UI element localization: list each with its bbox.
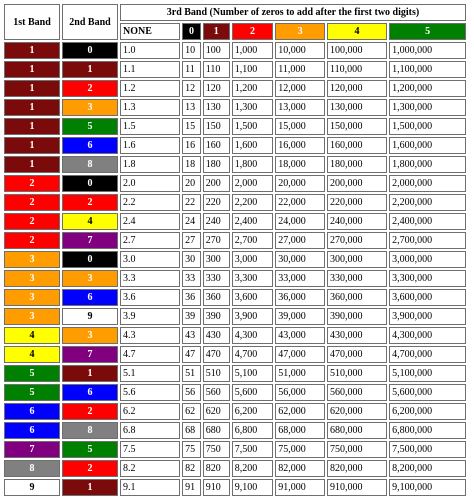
value-cell: 5,100 xyxy=(232,365,273,382)
table-body xyxy=(4,42,466,496)
table-row xyxy=(4,479,466,496)
value-cell: 12,000 xyxy=(275,80,325,97)
value-cell: 18,000 xyxy=(275,156,325,173)
value-cell: 51,000 xyxy=(275,365,325,382)
value-cell: 470,000 xyxy=(327,346,387,363)
first-band-cell: 9 xyxy=(4,479,60,496)
first-band-cell: 3 xyxy=(4,308,60,325)
value-cell: 1.3 xyxy=(120,99,180,116)
first-band-cell: 5 xyxy=(4,384,60,401)
value-cell: 300 xyxy=(203,251,230,268)
value-cell: 220 xyxy=(203,194,230,211)
value-cell: 30 xyxy=(182,251,201,268)
value-cell: 2,400,000 xyxy=(389,213,466,230)
value-cell: 330 xyxy=(203,270,230,287)
table-row xyxy=(4,365,466,382)
value-cell: 2.0 xyxy=(120,175,180,192)
value-cell: 220,000 xyxy=(327,194,387,211)
value-cell: 8,200,000 xyxy=(389,460,466,477)
value-cell: 75,000 xyxy=(275,441,325,458)
second-band-cell: 6 xyxy=(62,384,118,401)
second-band-cell: 1 xyxy=(62,61,118,78)
value-cell: 560,000 xyxy=(327,384,387,401)
second-band-cell: 9 xyxy=(62,308,118,325)
value-cell: 2,000,000 xyxy=(389,175,466,192)
second-band-cell: 0 xyxy=(62,42,118,59)
value-cell: 5,600,000 xyxy=(389,384,466,401)
value-cell: 620,000 xyxy=(327,403,387,420)
value-cell: 1,000 xyxy=(232,42,273,59)
value-cell: 4,700,000 xyxy=(389,346,466,363)
second-band-cell: 1 xyxy=(62,365,118,382)
value-cell: 91,000 xyxy=(275,479,325,496)
value-cell: 8,200 xyxy=(232,460,273,477)
third-band-header: 3rd Band (Number of zeros to add after the first two digits) xyxy=(120,4,466,21)
value-cell: 5.6 xyxy=(120,384,180,401)
table-row xyxy=(4,403,466,420)
value-cell: 680,000 xyxy=(327,422,387,439)
value-cell: 20,000 xyxy=(275,175,325,192)
table-row xyxy=(4,175,466,192)
value-cell: 1,000,000 xyxy=(389,42,466,59)
value-cell: 4.7 xyxy=(120,346,180,363)
value-cell: 200,000 xyxy=(327,175,387,192)
value-cell: 750,000 xyxy=(327,441,387,458)
second-band-cell: 1 xyxy=(62,479,118,496)
value-cell: 750 xyxy=(203,441,230,458)
value-cell: 3,000,000 xyxy=(389,251,466,268)
value-cell: 1.6 xyxy=(120,137,180,154)
value-cell: 1,800,000 xyxy=(389,156,466,173)
value-cell: 3,300 xyxy=(232,270,273,287)
table-row xyxy=(4,460,466,477)
value-cell: 3.6 xyxy=(120,289,180,306)
value-cell: 2,700,000 xyxy=(389,232,466,249)
second-band-cell: 6 xyxy=(62,137,118,154)
first-band-cell: 7 xyxy=(4,441,60,458)
value-cell: 15 xyxy=(182,118,201,135)
second-band-cell: 6 xyxy=(62,289,118,306)
value-cell: 91 xyxy=(182,479,201,496)
second-band-cell: 3 xyxy=(62,327,118,344)
first-band-cell: 6 xyxy=(4,403,60,420)
value-cell: 3,600 xyxy=(232,289,273,306)
table-row xyxy=(4,270,466,287)
value-cell: 9,100,000 xyxy=(389,479,466,496)
value-cell: 9.1 xyxy=(120,479,180,496)
value-cell: 1.1 xyxy=(120,61,180,78)
second-band-cell: 7 xyxy=(62,346,118,363)
value-cell: 2.2 xyxy=(120,194,180,211)
value-cell: 1.0 xyxy=(120,42,180,59)
value-cell: 560 xyxy=(203,384,230,401)
header-row-main xyxy=(4,4,466,21)
value-cell: 22 xyxy=(182,194,201,211)
value-cell: 5,100,000 xyxy=(389,365,466,382)
value-cell: 9,100 xyxy=(232,479,273,496)
value-cell: 13 xyxy=(182,99,201,116)
value-cell: 2,400 xyxy=(232,213,273,230)
value-cell: 180 xyxy=(203,156,230,173)
second-band-cell: 5 xyxy=(62,441,118,458)
multiplier-header-yellow: 4 xyxy=(327,23,387,40)
table-row xyxy=(4,441,466,458)
value-cell: 330,000 xyxy=(327,270,387,287)
value-cell: 5.1 xyxy=(120,365,180,382)
value-cell: 4.3 xyxy=(120,327,180,344)
value-cell: 4,300 xyxy=(232,327,273,344)
value-cell: 18 xyxy=(182,156,201,173)
value-cell: 39 xyxy=(182,308,201,325)
value-cell: 47 xyxy=(182,346,201,363)
value-cell: 1,200,000 xyxy=(389,80,466,97)
first-band-cell: 3 xyxy=(4,251,60,268)
value-cell: 2,200 xyxy=(232,194,273,211)
second-band-cell: 2 xyxy=(62,460,118,477)
value-cell: 1.2 xyxy=(120,80,180,97)
multiplier-header-green: 5 xyxy=(389,23,466,40)
table-row xyxy=(4,213,466,230)
value-cell: 110 xyxy=(203,61,230,78)
value-cell: 68 xyxy=(182,422,201,439)
table-row xyxy=(4,422,466,439)
second-band-cell: 2 xyxy=(62,403,118,420)
first-band-cell: 6 xyxy=(4,422,60,439)
value-cell: 430 xyxy=(203,327,230,344)
value-cell: 910 xyxy=(203,479,230,496)
first-band-cell: 1 xyxy=(4,137,60,154)
value-cell: 240,000 xyxy=(327,213,387,230)
first-band-cell: 2 xyxy=(4,232,60,249)
table-row xyxy=(4,137,466,154)
value-cell: 1,500,000 xyxy=(389,118,466,135)
first-band-cell: 1 xyxy=(4,80,60,97)
second-band-cell: 3 xyxy=(62,270,118,287)
value-cell: 270,000 xyxy=(327,232,387,249)
table-row xyxy=(4,99,466,116)
value-cell: 6.2 xyxy=(120,403,180,420)
multiplier-header-black: 0 xyxy=(182,23,201,40)
value-cell: 3,900 xyxy=(232,308,273,325)
value-cell: 680 xyxy=(203,422,230,439)
value-cell: 120,000 xyxy=(327,80,387,97)
table-row xyxy=(4,118,466,135)
value-cell: 11,000 xyxy=(275,61,325,78)
first-band-cell: 1 xyxy=(4,61,60,78)
value-cell: 20 xyxy=(182,175,201,192)
value-cell: 3,600,000 xyxy=(389,289,466,306)
second-band-cell: 0 xyxy=(62,175,118,192)
value-cell: 130,000 xyxy=(327,99,387,116)
value-cell: 47,000 xyxy=(275,346,325,363)
table-row xyxy=(4,289,466,306)
value-cell: 16,000 xyxy=(275,137,325,154)
value-cell: 270 xyxy=(203,232,230,249)
value-cell: 5,600 xyxy=(232,384,273,401)
table-row xyxy=(4,251,466,268)
value-cell: 62,000 xyxy=(275,403,325,420)
value-cell: 150,000 xyxy=(327,118,387,135)
table-row xyxy=(4,156,466,173)
value-cell: 12 xyxy=(182,80,201,97)
second-band-cell: 8 xyxy=(62,156,118,173)
first-band-cell: 2 xyxy=(4,194,60,211)
value-cell: 390 xyxy=(203,308,230,325)
first-band-cell: 2 xyxy=(4,213,60,230)
value-cell: 51 xyxy=(182,365,201,382)
value-cell: 39,000 xyxy=(275,308,325,325)
second-band-cell: 2 xyxy=(62,194,118,211)
value-cell: 3.3 xyxy=(120,270,180,287)
value-cell: 36 xyxy=(182,289,201,306)
table-row xyxy=(4,61,466,78)
value-cell: 2,200,000 xyxy=(389,194,466,211)
value-cell: 4,300,000 xyxy=(389,327,466,344)
value-cell: 1,600 xyxy=(232,137,273,154)
value-cell: 120 xyxy=(203,80,230,97)
value-cell: 7,500 xyxy=(232,441,273,458)
value-cell: 150 xyxy=(203,118,230,135)
value-cell: 15,000 xyxy=(275,118,325,135)
table-row xyxy=(4,346,466,363)
value-cell: 82,000 xyxy=(275,460,325,477)
value-cell: 3,900,000 xyxy=(389,308,466,325)
value-cell: 1.8 xyxy=(120,156,180,173)
value-cell: 22,000 xyxy=(275,194,325,211)
value-cell: 1,100 xyxy=(232,61,273,78)
multiplier-header-orange: 3 xyxy=(275,23,325,40)
value-cell: 6.8 xyxy=(120,422,180,439)
first-band-cell: 3 xyxy=(4,270,60,287)
value-cell: 300,000 xyxy=(327,251,387,268)
value-cell: 510 xyxy=(203,365,230,382)
value-cell: 75 xyxy=(182,441,201,458)
value-cell: 68,000 xyxy=(275,422,325,439)
value-cell: 430,000 xyxy=(327,327,387,344)
value-cell: 82 xyxy=(182,460,201,477)
value-cell: 6,200 xyxy=(232,403,273,420)
value-cell: 3,000 xyxy=(232,251,273,268)
value-cell: 56,000 xyxy=(275,384,325,401)
value-cell: 160,000 xyxy=(327,137,387,154)
value-cell: 470 xyxy=(203,346,230,363)
resistor-color-code-chart xyxy=(2,2,468,498)
value-cell: 27,000 xyxy=(275,232,325,249)
value-cell: 1.5 xyxy=(120,118,180,135)
value-cell: 100 xyxy=(203,42,230,59)
second-band-cell: 2 xyxy=(62,80,118,97)
second-band-cell: 7 xyxy=(62,232,118,249)
value-cell: 56 xyxy=(182,384,201,401)
value-cell: 11 xyxy=(182,61,201,78)
value-cell: 100,000 xyxy=(327,42,387,59)
value-cell: 130 xyxy=(203,99,230,116)
table-row xyxy=(4,42,466,59)
value-cell: 4,700 xyxy=(232,346,273,363)
value-cell: 13,000 xyxy=(275,99,325,116)
value-cell: 3.0 xyxy=(120,251,180,268)
value-cell: 390,000 xyxy=(327,308,387,325)
value-cell: 160 xyxy=(203,137,230,154)
second-band-cell: 0 xyxy=(62,251,118,268)
value-cell: 620 xyxy=(203,403,230,420)
value-cell: 43 xyxy=(182,327,201,344)
second-band-cell: 8 xyxy=(62,422,118,439)
second-band-cell: 3 xyxy=(62,99,118,116)
value-cell: 10,000 xyxy=(275,42,325,59)
second-band-header: 2nd Band xyxy=(62,4,118,40)
value-cell: 1,300 xyxy=(232,99,273,116)
value-cell: 2,000 xyxy=(232,175,273,192)
first-band-cell: 1 xyxy=(4,99,60,116)
table-row xyxy=(4,194,466,211)
table-row xyxy=(4,384,466,401)
value-cell: 6,800 xyxy=(232,422,273,439)
first-band-cell: 5 xyxy=(4,365,60,382)
first-band-cell: 2 xyxy=(4,175,60,192)
value-cell: 1,200 xyxy=(232,80,273,97)
value-cell: 33,000 xyxy=(275,270,325,287)
first-band-cell: 1 xyxy=(4,156,60,173)
none-header: NONE xyxy=(120,23,180,40)
value-cell: 1,800 xyxy=(232,156,273,173)
multiplier-header-red: 2 xyxy=(232,23,273,40)
multiplier-header-brown: 1 xyxy=(203,23,230,40)
value-cell: 820 xyxy=(203,460,230,477)
value-cell: 180,000 xyxy=(327,156,387,173)
value-cell: 1,100,000 xyxy=(389,61,466,78)
resistor-color-table xyxy=(2,2,468,498)
table-row xyxy=(4,232,466,249)
first-band-cell: 4 xyxy=(4,327,60,344)
value-cell: 820,000 xyxy=(327,460,387,477)
first-band-cell: 1 xyxy=(4,118,60,135)
first-band-cell: 1 xyxy=(4,42,60,59)
value-cell: 2.7 xyxy=(120,232,180,249)
table-row xyxy=(4,80,466,97)
table-row xyxy=(4,327,466,344)
value-cell: 2,700 xyxy=(232,232,273,249)
first-band-cell: 3 xyxy=(4,289,60,306)
value-cell: 110,000 xyxy=(327,61,387,78)
value-cell: 2.4 xyxy=(120,213,180,230)
first-band-cell: 8 xyxy=(4,460,60,477)
value-cell: 360,000 xyxy=(327,289,387,306)
value-cell: 6,800,000 xyxy=(389,422,466,439)
value-cell: 33 xyxy=(182,270,201,287)
value-cell: 62 xyxy=(182,403,201,420)
value-cell: 1,500 xyxy=(232,118,273,135)
value-cell: 3,300,000 xyxy=(389,270,466,287)
value-cell: 8.2 xyxy=(120,460,180,477)
value-cell: 10 xyxy=(182,42,201,59)
value-cell: 6,200,000 xyxy=(389,403,466,420)
value-cell: 36,000 xyxy=(275,289,325,306)
value-cell: 1,300,000 xyxy=(389,99,466,116)
first-band-header: 1st Band xyxy=(4,4,60,40)
value-cell: 24,000 xyxy=(275,213,325,230)
first-band-cell: 4 xyxy=(4,346,60,363)
table-row xyxy=(4,308,466,325)
value-cell: 27 xyxy=(182,232,201,249)
value-cell: 43,000 xyxy=(275,327,325,344)
value-cell: 240 xyxy=(203,213,230,230)
value-cell: 30,000 xyxy=(275,251,325,268)
value-cell: 1,600,000 xyxy=(389,137,466,154)
value-cell: 7,500,000 xyxy=(389,441,466,458)
second-band-cell: 5 xyxy=(62,118,118,135)
value-cell: 200 xyxy=(203,175,230,192)
value-cell: 16 xyxy=(182,137,201,154)
value-cell: 3.9 xyxy=(120,308,180,325)
value-cell: 910,000 xyxy=(327,479,387,496)
value-cell: 510,000 xyxy=(327,365,387,382)
value-cell: 360 xyxy=(203,289,230,306)
second-band-cell: 4 xyxy=(62,213,118,230)
value-cell: 7.5 xyxy=(120,441,180,458)
value-cell: 24 xyxy=(182,213,201,230)
